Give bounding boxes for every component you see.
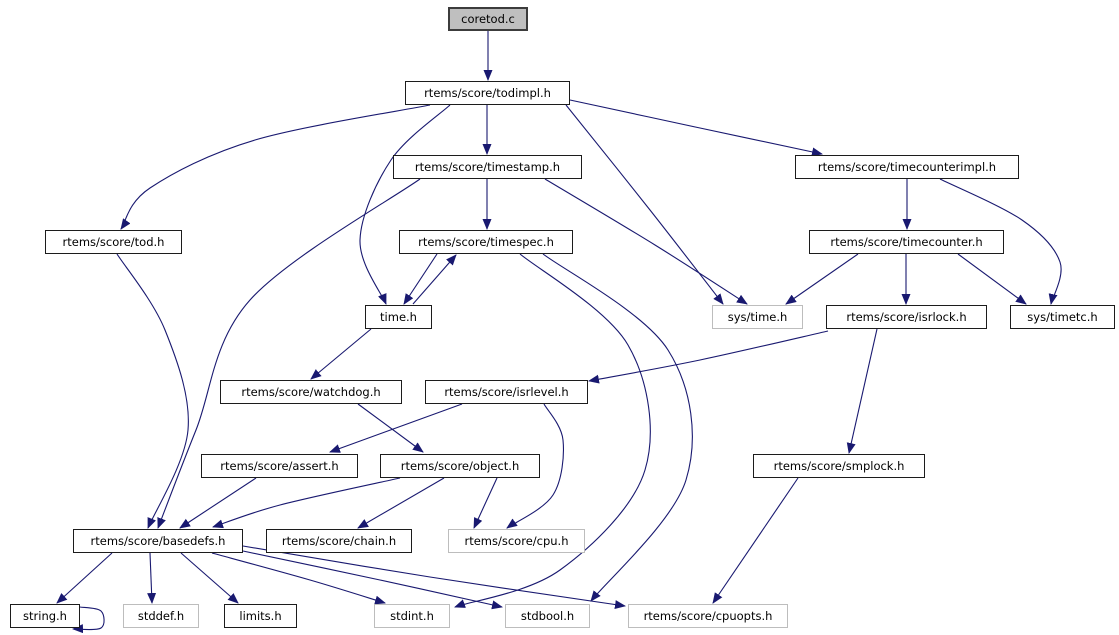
edge-isrlevel-to-assert — [330, 404, 462, 452]
edge-watchdog-to-object — [358, 404, 423, 452]
node-stddef: stddef.h — [123, 604, 199, 628]
edge-time-to-timespec — [413, 255, 456, 304]
edge-isrlock-to-isrlevel — [589, 331, 828, 381]
node-time[interactable]: time.h — [365, 305, 432, 329]
node-chain[interactable]: rtems/score/chain.h — [266, 529, 412, 553]
edge-assert-to-basedefs — [180, 478, 256, 528]
node-basedefs[interactable]: rtems/score/basedefs.h — [73, 529, 243, 553]
node-tod[interactable]: rtems/score/tod.h — [45, 230, 182, 254]
node-timetc[interactable]: sys/timetc.h — [1010, 305, 1115, 329]
edge-todimpl-to-time — [360, 105, 450, 304]
node-cpuopts: rtems/score/cpuopts.h — [628, 604, 788, 628]
edge-todimpl-to-systime — [566, 105, 723, 304]
node-string[interactable]: string.h — [10, 604, 80, 628]
edge-todimpl-to-tod — [121, 105, 430, 229]
edge-basedefs-to-cpuopts — [243, 546, 625, 606]
edge-isrlock-to-smplock — [849, 329, 877, 453]
node-tcounter[interactable]: rtems/score/timecounter.h — [809, 230, 1004, 254]
edge-tod-to-basedefs — [117, 254, 188, 528]
edge-basedefs-to-limits — [181, 553, 238, 603]
node-tcimpl[interactable]: rtems/score/timecounterimpl.h — [795, 155, 1019, 179]
node-todimpl[interactable]: rtems/score/todimpl.h — [405, 81, 570, 105]
edge-timespec-to-stdint — [455, 254, 650, 607]
edge-smplock-to-cpuopts — [713, 478, 798, 603]
edge-tcounter-to-systime — [786, 254, 858, 304]
node-object[interactable]: rtems/score/object.h — [380, 454, 540, 478]
edge-object-to-chain — [358, 478, 444, 528]
node-isrlock[interactable]: rtems/score/isrlock.h — [826, 305, 987, 329]
edge-timespec-to-time — [404, 254, 437, 304]
node-timestamp[interactable]: rtems/score/timestamp.h — [393, 155, 582, 179]
edge-basedefs-to-stdint — [212, 553, 385, 603]
node-watchdog[interactable]: rtems/score/watchdog.h — [220, 380, 402, 404]
edge-timestamp-to-systime — [545, 179, 747, 304]
node-stdbool: stdbool.h — [505, 604, 590, 628]
edge-basedefs-to-stddef — [150, 553, 152, 603]
node-coretod: coretod.c — [448, 7, 528, 31]
node-limits[interactable]: limits.h — [224, 604, 297, 628]
node-timespec[interactable]: rtems/score/timespec.h — [399, 230, 573, 254]
node-smplock[interactable]: rtems/score/smplock.h — [753, 454, 925, 478]
node-cpu: rtems/score/cpu.h — [448, 529, 585, 553]
edge-basedefs-to-string — [57, 553, 112, 603]
node-systime: sys/time.h — [712, 305, 803, 329]
node-stdint: stdint.h — [374, 604, 450, 628]
node-assert[interactable]: rtems/score/assert.h — [201, 454, 358, 478]
edge-object-to-cpu — [474, 478, 497, 528]
edge-todimpl-to-tcimpl — [570, 100, 822, 154]
node-isrlevel[interactable]: rtems/score/isrlevel.h — [425, 380, 588, 404]
edge-time-to-watchdog — [311, 329, 371, 379]
edge-tcounter-to-timetc — [958, 254, 1026, 304]
